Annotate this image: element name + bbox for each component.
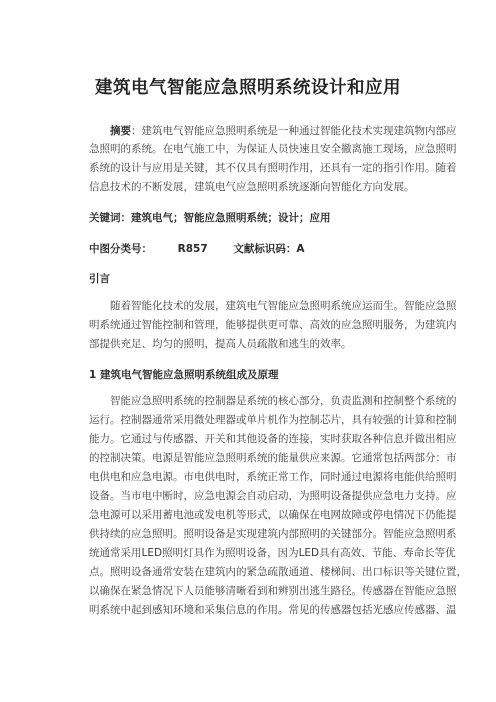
section-line: 运行。控制器通常采用微处理器或单片机作为控制芯片，具有较强的计算和控制 [89,414,457,426]
abstract-text: ：建筑电气智能应急照明系统是一种通过智能化技术实现建筑物内部应 [131,125,457,137]
intro-heading: 引言 [89,273,110,285]
section-line: 电供电和应急电源。市电供电时，系统正常工作，同时通过电源将电能供给照明 [89,471,457,483]
section-line: 设备。当市电中断时，应急电源会自动启动，为照明设备提供应急电力支持。应 [89,490,457,502]
document-title: 建筑电气智能应急照明系统设计和应用 [95,78,401,98]
document-code: 文献标识码：A [233,243,305,255]
section-line: 以确保在紧急情况下人员能够清晰看到和辨别出逃生路径。传感器在智能应急照 [89,585,457,597]
section-heading: 1 建筑电气智能应急照明系统组成及原理 [89,369,279,381]
section-line: 能力。它通过与传感器、开关和其他设备的连接，实时获取各种信息并做出相应 [89,433,457,445]
abstract-line: 急照明的系统。在电气施工中，为保证人员快速且安全撤离施工现场，应急照明 [89,143,457,155]
abstract-line: 系统的设计与应用是关键，其不仅具有照明作用，还具有一定的指引作用。随着 [89,162,457,174]
section-line: 明系统中起到感知环境和采集信息的作用。常见的传感器包括光感应传感器、温 [89,604,457,616]
section-line: 的控制决策。电源是智能应急照明系统的能量供应来源。它通常包括两部分：市 [89,452,457,464]
intro-line: 明系统通过智能控制和管理，能够提供更可靠、高效的应急照明服务，为建筑内 [89,319,457,331]
abstract-first-line [110,125,457,138]
abstract-line: 信息技术的不断发展，建筑电气应急照明系统逐渐向智能化方向发展。 [89,181,415,193]
classification-line [89,243,429,256]
section-first-line: 智能应急照明系统的控制器是系统的核心部分，负责监测和控制整个系统的 [110,395,457,407]
section-line: 供持续的应急照明。照明设备是实现建筑内部照明的关键部分。智能应急照明系 [89,528,457,540]
intro-line: 部提供充足、均匀的照明，提高人员疏散和逃生的效率。 [89,338,352,350]
section-line: 点。照明设备通常安装在建筑内的紧急疏散通道、楼梯间、出口标识等关键位置， [89,566,467,578]
abstract-label: 摘要 [110,125,131,137]
keywords-line: 关键词：建筑电气；智能应急照明系统；设计；应用 [89,212,331,224]
clc-value: R857 [177,243,208,255]
clc-label: 中图分类号： [89,243,152,255]
intro-first-line: 随着智能化技术的发展，建筑电气智能应急照明系统应运而生。智能应急照 [110,300,457,312]
section-line: 急电源可以采用蓄电池或发电机等形式，以确保在电网故障或停电情况下仍能提 [89,509,457,521]
section-line: 统通常采用LED照明灯具作为照明设备，因为LED具有高效、节能、寿命长等优 [89,547,456,559]
